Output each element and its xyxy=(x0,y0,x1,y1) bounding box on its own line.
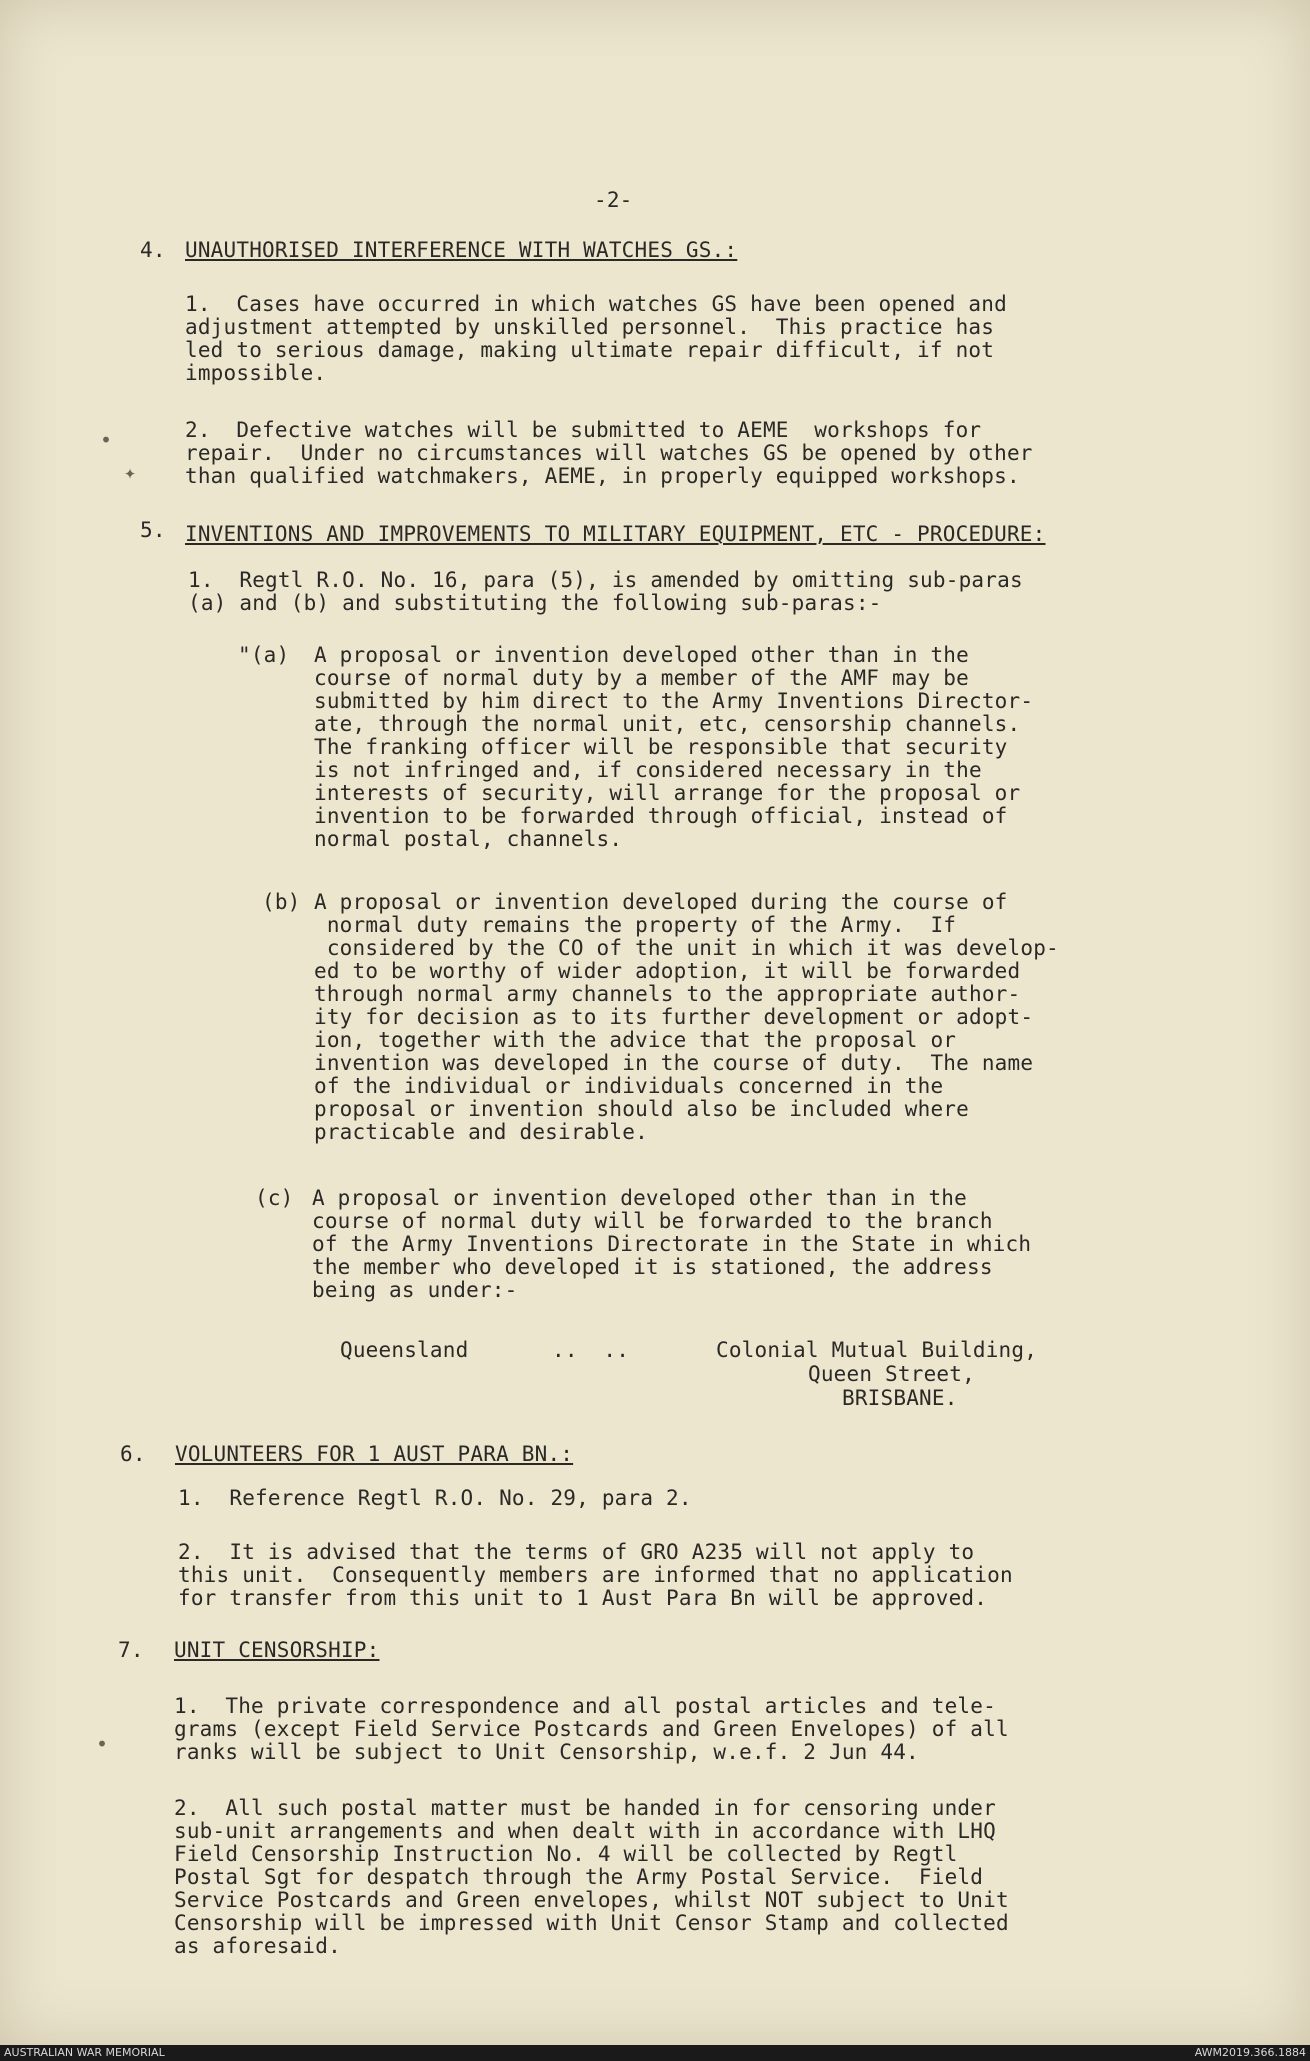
text-line: practicable and desirable. xyxy=(314,1120,648,1144)
address-line: Queen Street, xyxy=(808,1362,975,1386)
text-line: 1. Reference Regtl R.O. No. 29, para 2. xyxy=(178,1486,692,1510)
text-line: grams (except Field Service Postcards and Green Envelopes) of all xyxy=(174,1717,1009,1741)
pencil-mark: • xyxy=(96,1732,109,1756)
section-heading: VOLUNTEERS FOR 1 AUST PARA BN.: xyxy=(175,1442,574,1466)
section-number: 7. xyxy=(118,1638,144,1662)
section-heading: INVENTIONS AND IMPROVEMENTS TO MILITARY EQUIPMENT, ETC - PROCEDURE: xyxy=(185,522,1046,546)
text-line: 1. The private correspondence and all postal articles and tele- xyxy=(174,1694,996,1718)
text-line: impossible. xyxy=(185,361,327,385)
text-line: ity for decision as to its further development or adopt- xyxy=(314,1005,1034,1029)
text-line: sub-unit arrangements and when dealt with in accordance with LHQ xyxy=(174,1819,996,1843)
subpara-label: (b) xyxy=(262,890,301,914)
text-line: adjustment attempted by unskilled personnel. This practice has xyxy=(185,315,995,339)
text-line: course of normal duty by a member of the AMF may be xyxy=(314,666,969,690)
text-line: for transfer from this unit to 1 Aust Para Bn will be approved. xyxy=(178,1586,988,1610)
text-line: repair. Under no circumstances will watches GS be opened by other xyxy=(185,441,1033,465)
text-line: being as under:- xyxy=(312,1278,518,1302)
text-line: invention to be forwarded through official, instead of xyxy=(314,804,1008,828)
text-line: 1. Regtl R.O. No. 16, para (5), is amended by omitting sub-paras xyxy=(188,568,1023,592)
text-line: of the Army Inventions Directorate in the State in which xyxy=(312,1232,1032,1256)
subpara-label: "(a) xyxy=(238,643,290,667)
page-number: -2- xyxy=(594,188,633,212)
text-line: ate, through the normal unit, etc, censorship channels. xyxy=(314,712,1021,736)
text-line: Field Censorship Instruction No. 4 will be collected by Regtl xyxy=(174,1842,958,1866)
text-line: this unit. Consequently members are informed that no application xyxy=(178,1563,1013,1587)
text-line: interests of security, will arrange for the proposal or xyxy=(314,781,1021,805)
text-line: ranks will be subject to Unit Censorship, w.e.f. 2 Jun 44. xyxy=(174,1740,919,1764)
text-line: ed to be worthy of wider adoption, it will be forwarded xyxy=(314,959,1021,983)
text-line: 2. It is advised that the terms of GRO A235 will not apply to xyxy=(178,1540,975,1564)
text-line: Censorship will be impressed with Unit Censor Stamp and collected xyxy=(174,1911,1009,1935)
text-line: The franking officer will be responsible that security xyxy=(314,735,1008,759)
text-line: A proposal or invention developed during the course of xyxy=(314,890,1008,914)
address-state: Queensland xyxy=(340,1338,469,1362)
section-number: 5. xyxy=(140,518,166,542)
text-line: Service Postcards and Green envelopes, whilst NOT subject to Unit xyxy=(174,1888,1009,1912)
section-number: 6. xyxy=(120,1442,146,1466)
pencil-mark: ✦ xyxy=(124,460,137,484)
text-line: invention was developed in the course of duty. The name xyxy=(314,1051,1034,1075)
section-heading: UNIT CENSORSHIP: xyxy=(174,1638,380,1662)
section-heading: UNAUTHORISED INTERFERENCE WITH WATCHES GS.: xyxy=(185,238,738,262)
footer-accession-id: AWM2019.366.1884 xyxy=(1194,2046,1306,2059)
text-line: submitted by him direct to the Army Inventions Director- xyxy=(314,689,1034,713)
text-line: normal postal, channels. xyxy=(314,827,623,851)
section-number: 4. xyxy=(140,238,166,262)
text-line: considered by the CO of the unit in which it was develop- xyxy=(314,936,1059,960)
text-line: A proposal or invention developed other than in the xyxy=(312,1186,967,1210)
address-line: BRISBANE. xyxy=(842,1386,958,1410)
pencil-mark: • xyxy=(100,428,113,452)
text-line: 2. All such postal matter must be handed in for censoring under xyxy=(174,1796,996,1820)
address-dots: .. .. xyxy=(552,1338,630,1362)
text-line: Postal Sgt for despatch through the Army Postal Service. Field xyxy=(174,1865,984,1889)
text-line: A proposal or invention developed other than in the xyxy=(314,643,969,667)
text-line: through normal army channels to the appropriate author- xyxy=(314,982,1021,1006)
text-line: the member who developed it is stationed, the address xyxy=(312,1255,993,1279)
subpara-label: (c) xyxy=(255,1186,294,1210)
text-line: proposal or invention should also be included where xyxy=(314,1097,969,1121)
text-line: led to serious damage, making ultimate repair difficult, if not xyxy=(185,338,995,362)
text-line: (a) and (b) and substituting the following sub-paras:- xyxy=(188,591,882,615)
text-line: as aforesaid. xyxy=(174,1934,341,1958)
text-line: of the individual or individuals concerned in the xyxy=(314,1074,944,1098)
footer-bar xyxy=(0,2045,1310,2061)
address-line: Colonial Mutual Building, xyxy=(716,1338,1038,1362)
text-line: normal duty remains the property of the Army. If xyxy=(314,913,957,937)
footer-credit: AUSTRALIAN WAR MEMORIAL xyxy=(4,2046,165,2059)
text-line: 2. Defective watches will be submitted to AEME workshops for xyxy=(185,418,982,442)
text-line: 1. Cases have occurred in which watches GS have been opened and xyxy=(185,292,1007,316)
text-line: ion, together with the advice that the proposal or xyxy=(314,1028,957,1052)
text-line: is not infringed and, if considered necessary in the xyxy=(314,758,982,782)
text-line: course of normal duty will be forwarded to the branch xyxy=(312,1209,993,1233)
text-line: than qualified watchmakers, AEME, in properly equipped workshops. xyxy=(185,464,1020,488)
